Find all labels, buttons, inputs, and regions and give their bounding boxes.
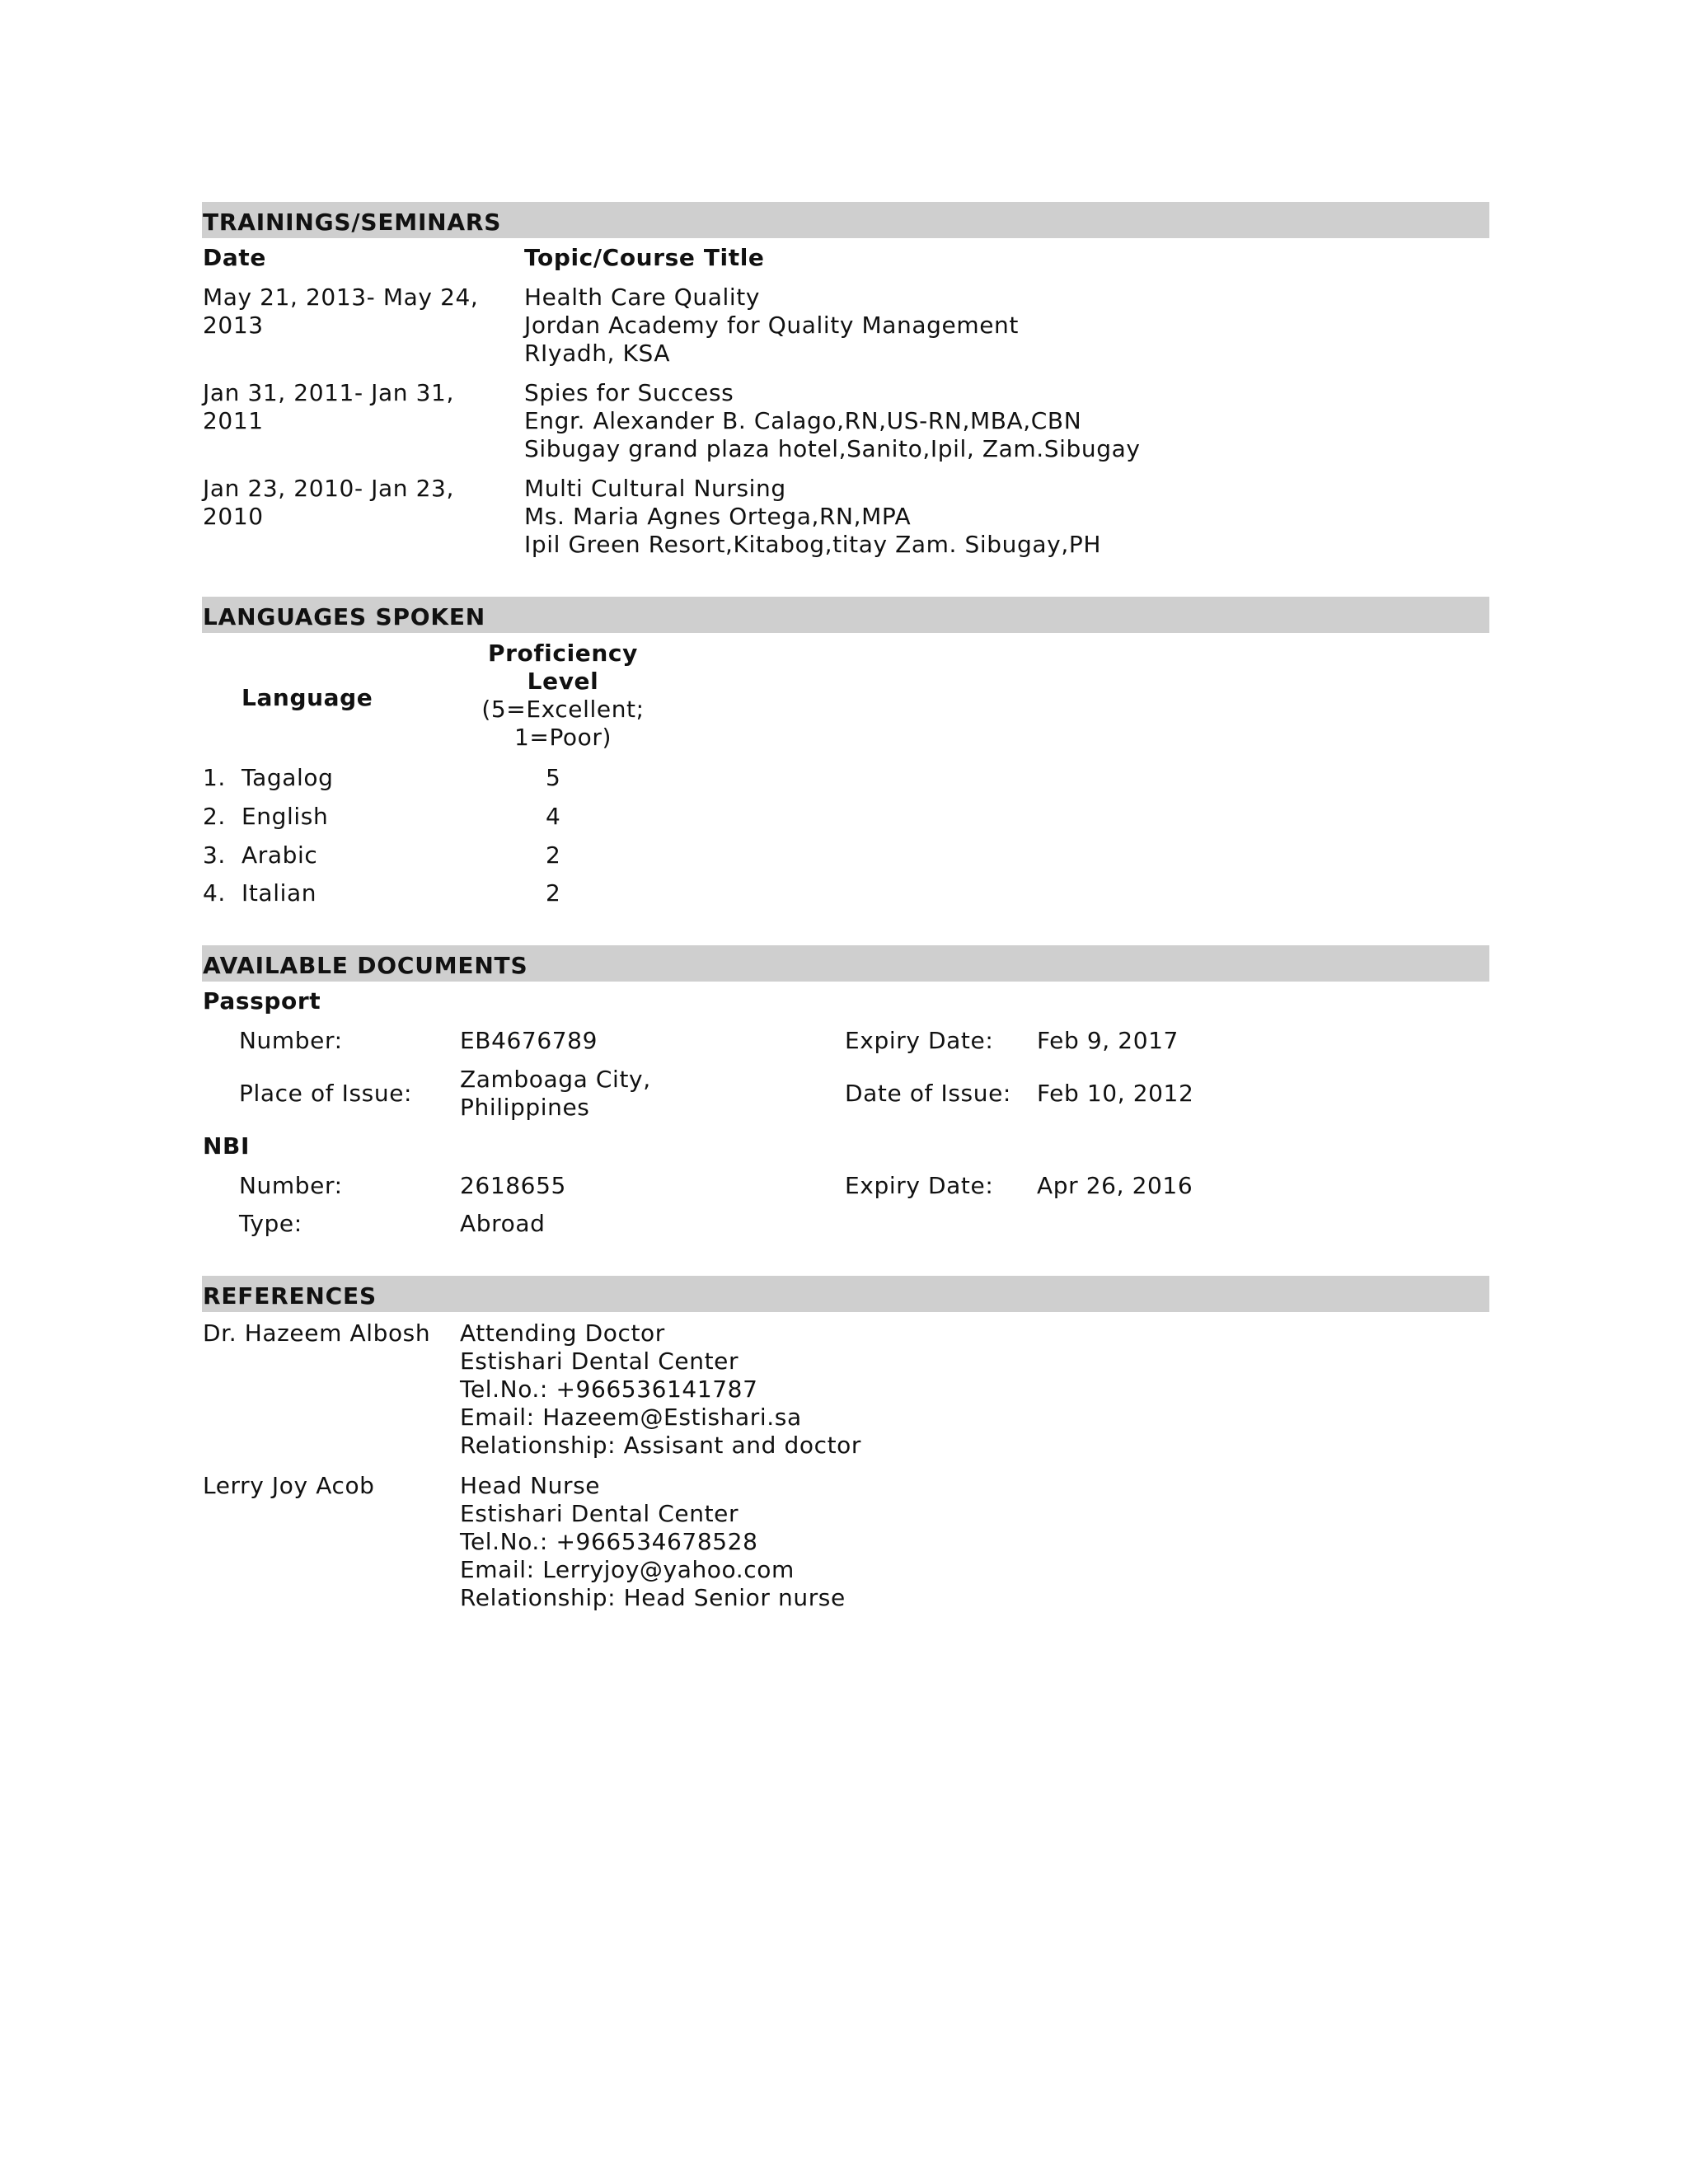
language-number: 2. — [203, 803, 226, 830]
training-date: Jan 31, 2011- Jan 31, 2011 — [203, 379, 454, 434]
reference-org: Estishari Dental Center — [460, 1347, 739, 1375]
training-topic: Spies for Success — [524, 379, 734, 406]
trainings-heading: TRAININGS/SEMINARS — [203, 209, 502, 236]
language-name: Arabic — [241, 841, 318, 869]
language-number: 1. — [203, 764, 226, 791]
language-level: 2 — [546, 841, 561, 869]
reference-name: Lerry Joy Acob — [203, 1472, 375, 1499]
nbi-title: NBI — [203, 1132, 250, 1160]
col-language-header: Language — [241, 684, 373, 711]
training-date: Jan 23, 2010- Jan 23, 2010 — [203, 475, 454, 530]
passport-issue-date: Feb 10, 2012 — [1037, 1080, 1194, 1107]
col-proficiency-header: Proficiency Level (5=Excellent; 1=Poor) — [481, 640, 645, 751]
passport-expiry-label: Expiry Date: — [845, 1027, 994, 1054]
documents-section-header — [202, 945, 1489, 982]
trainings-section-header — [202, 202, 1489, 238]
training-location: Sibugay grand plaza hotel,Sanito,Ipil, Zam.Sibugay — [524, 435, 1141, 462]
training-provider: Ms. Maria Agnes Ortega,RN,MPA — [524, 503, 912, 530]
language-level: 5 — [546, 764, 561, 791]
training-details — [524, 475, 1101, 559]
passport-expiry: Feb 9, 2017 — [1037, 1027, 1179, 1054]
col-date-header: Date — [203, 244, 266, 271]
passport-place: Zamboaga City, Philippines — [460, 1066, 651, 1121]
language-name: Italian — [241, 879, 317, 907]
nbi-type: Abroad — [460, 1210, 546, 1237]
passport-place-label: Place of Issue: — [239, 1080, 413, 1107]
references-section-header — [202, 1276, 1489, 1312]
passport-title: Passport — [203, 987, 321, 1015]
reference-email: Email: Lerryjoy@yahoo.com — [460, 1556, 795, 1583]
reference-details — [460, 1319, 861, 1460]
training-details — [524, 379, 1141, 463]
nbi-number: 2618655 — [460, 1172, 566, 1199]
passport-number-label: Number: — [239, 1027, 343, 1054]
training-provider: Engr. Alexander B. Calago,RN,US-RN,MBA,CBN — [524, 407, 1082, 434]
documents-heading: AVAILABLE DOCUMENTS — [203, 952, 528, 979]
col-topic-header: Topic/Course Title — [524, 244, 765, 271]
training-location: RIyadh, KSA — [524, 340, 671, 367]
passport-number: EB4676789 — [460, 1027, 598, 1054]
references-heading: REFERENCES — [203, 1282, 377, 1310]
language-name: English — [241, 803, 329, 830]
language-number: 4. — [203, 879, 226, 907]
language-number: 3. — [203, 841, 226, 869]
language-name: Tagalog — [241, 764, 334, 791]
training-topic: Health Care Quality — [524, 284, 761, 311]
nbi-number-label: Number: — [239, 1172, 343, 1199]
reference-org: Estishari Dental Center — [460, 1500, 739, 1527]
training-date: May 21, 2013- May 24, 2013 — [203, 284, 479, 339]
training-details — [524, 284, 1019, 368]
resume-page — [202, 0, 1489, 2184]
languages-section-header — [202, 597, 1489, 633]
reference-relationship: Relationship: Head Senior nurse — [460, 1584, 846, 1611]
nbi-expiry-label: Expiry Date: — [845, 1172, 994, 1199]
reference-email: Email: Hazeem@Estishari.sa — [460, 1404, 802, 1431]
nbi-type-label: Type: — [239, 1210, 302, 1237]
reference-tel: Tel.No.: +966536141787 — [460, 1376, 758, 1403]
reference-name: Dr. Hazeem Albosh — [203, 1319, 431, 1347]
passport-issue-label: Date of Issue: — [845, 1080, 1011, 1107]
languages-heading: LANGUAGES SPOKEN — [203, 603, 486, 630]
language-level: 2 — [546, 879, 561, 907]
training-location: Ipil Green Resort,Kitabog,titay Zam. Sibugay,PH — [524, 531, 1101, 558]
reference-title: Attending Doctor — [460, 1319, 665, 1347]
reference-title: Head Nurse — [460, 1472, 601, 1499]
language-level: 4 — [546, 803, 561, 830]
training-topic: Multi Cultural Nursing — [524, 475, 786, 502]
nbi-expiry: Apr 26, 2016 — [1037, 1172, 1193, 1199]
reference-tel: Tel.No.: +966534678528 — [460, 1528, 758, 1555]
reference-details — [460, 1472, 846, 1612]
reference-relationship: Relationship: Assisant and doctor — [460, 1432, 861, 1459]
training-provider: Jordan Academy for Quality Management — [524, 312, 1019, 339]
